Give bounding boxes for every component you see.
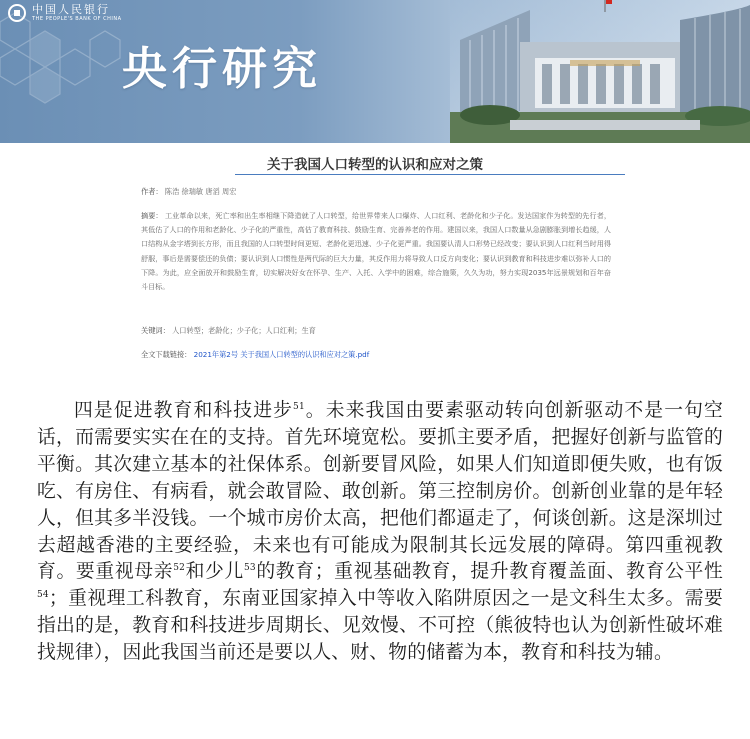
download-link[interactable]: 2021年第2号 关于我国人口转型的认识和应对之策.pdf bbox=[193, 350, 370, 359]
essay-text: 和少儿 bbox=[185, 561, 244, 583]
bank-building-image bbox=[450, 0, 750, 143]
essay-text: 四是促进教育和科技进步 bbox=[74, 400, 294, 421]
paper-abstract bbox=[141, 209, 611, 294]
download-label: 全文下载链接： bbox=[141, 350, 192, 359]
abstract-text: 工业革命以来，死亡率和出生率相继下降造就了人口转型，给世界带来人口爆炸、人口红利、老龄化和少子化。发达国家作为转型的先行者，其低估了人口的作用和老龄化、少子化的严重性，高估了教育科技、鼓励生育、完善养老的作用。建国以来，我国人口数量从急剧膨胀到增长趋缓，人口结构从金字塔到长方形，而且我国的人口转型时间更短、老龄化更迅速、少子化更严重。我国要认清人口形势已经改变；要认识到人口红利当时用得舒服，事后是需要偿还的负债；要认识到人口惯性是两代际的巨大力量，其反作用力将导致人口反方向变化；要认识到教育和科技进步难以弥补人口的下降。为此，应全面放开和鼓励生育，切实解决好女在怀孕、生产、入托、入学中的困难，综合施策，久久为功，努力实现2035年远景规划和百年奋斗目标。 bbox=[141, 211, 611, 292]
paper-summary bbox=[115, 143, 635, 373]
pboc-emblem-icon bbox=[8, 4, 26, 22]
authors-value: 陈浩 徐瑞敏 唐滔 周宏 bbox=[164, 187, 237, 196]
paper-download bbox=[141, 349, 369, 361]
footnote-ref[interactable]: 51 bbox=[293, 402, 305, 412]
paper-keywords bbox=[141, 325, 316, 337]
essay-text: 。未来我国由要素驱动转向创新驱动不是一句空话，而需要实实在在的支持。首先环境宽松。要抓主要矛盾，把握好创新与监管的平衡。其次建立基本的社保体系。创新要冒风险，如果人们知道即便失败，也有饭吃、有房住、有病看，就会敢冒险、敢创新。第三控制房价。创新创业靠的是年轻人，但其多半没钱。一个城市房价太高，把他们都逼走了，何谈创新。这是深圳过去超越香港的主要经验，未来也有可能成为限制其长远发展的障碍。第四重视教育。要重视母亲 bbox=[37, 400, 723, 583]
essay-text: 的教育；重视基础教育，提升教育覆盖面、教育公平性 bbox=[255, 561, 723, 583]
logo-english-name: THE PEOPLE'S BANK OF CHINA bbox=[32, 16, 122, 22]
header-banner bbox=[0, 0, 750, 143]
title-divider bbox=[235, 174, 625, 175]
essay-paragraph bbox=[37, 398, 723, 667]
authors-label: 作者： bbox=[141, 187, 163, 196]
pboc-logo[interactable] bbox=[8, 4, 122, 23]
logo-chinese-name: 中国人民银行 bbox=[32, 3, 110, 16]
keywords-value: 人口转型；老龄化；少子化；人口红利；生育 bbox=[172, 326, 316, 335]
footnote-ref[interactable]: 53 bbox=[243, 563, 256, 574]
footnote-ref[interactable]: 52 bbox=[173, 563, 186, 574]
paper-authors bbox=[141, 186, 236, 198]
footnote-ref[interactable]: 54 bbox=[37, 590, 49, 601]
abstract-label: 摘要： bbox=[141, 211, 163, 220]
essay-text: ；重视理工科教育，东南亚国家掉入中等收入陷阱原因之一是文科生太多。需要指出的是，教育和科技进步周期长、见效慢、不可控（熊彼特也认为创新性破坏难找规律），因此我国当前还是要以人、财、物的储蓄为本，教育和科技为辅。 bbox=[37, 588, 723, 664]
paper-title: 关于我国人口转型的认识和应对之策 bbox=[267, 157, 483, 173]
section-title: 央行研究 bbox=[122, 42, 323, 95]
keywords-label: 关键词： bbox=[141, 326, 170, 335]
